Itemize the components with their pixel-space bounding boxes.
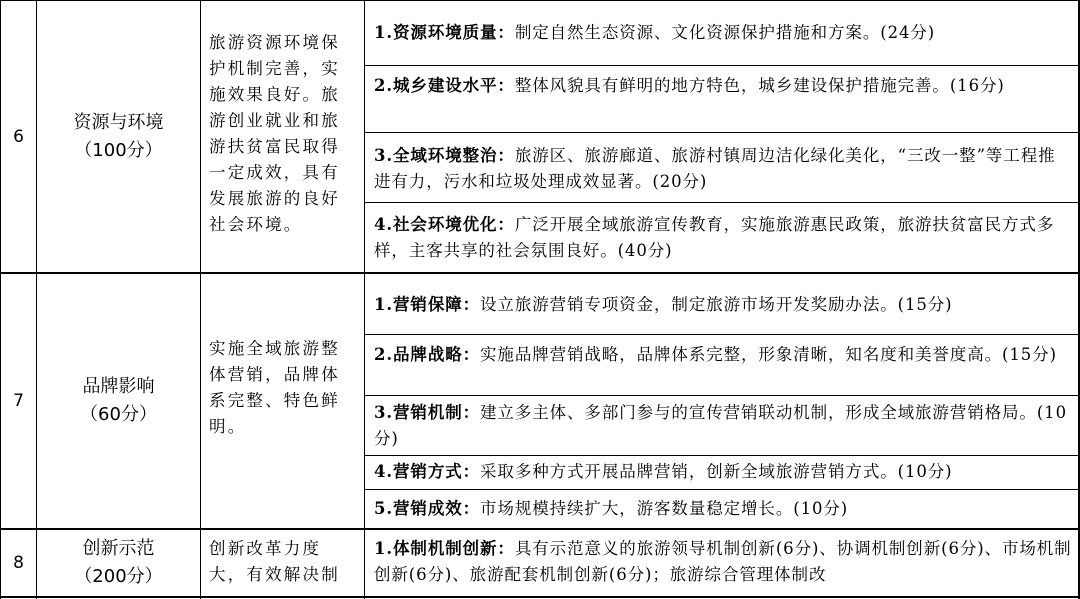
row-number (1, 1, 36, 272)
item-divider (364, 455, 1080, 456)
criteria-label: 2.城乡建设水平： (374, 76, 515, 95)
item-divider (364, 334, 1080, 335)
requirement-cell (201, 536, 364, 596)
category-name: 资源与环境 (73, 111, 164, 133)
criteria-label: 1.体制机制创新： (374, 539, 515, 558)
criteria-text: 旅游区、旅游廊道、旅游村镇周边洁化绿化美化，“三改一整”等工程推进有力，污水和垃圾处理成效显著。(20分) (374, 146, 1056, 191)
criteria-text: 具有示范意义的旅游领导机制创新(6分)、协调机制创新(6分)、市场机制创新(6分)、旅游配套机制创新(6分)；旅游综合管理体制改 (374, 539, 1072, 584)
item-divider (364, 132, 1080, 133)
criteria-item (365, 400, 1078, 455)
row-number (1, 530, 36, 596)
criteria-label: 3.全域环境整治： (374, 146, 515, 165)
criteria-item (365, 496, 1078, 528)
criteria-label: 1.营销保障： (374, 295, 481, 314)
criteria-text: 整体风貌具有鲜明的地方特色，城乡建设保护措施完善。(16分) (514, 76, 1005, 95)
requirement-text: 旅游资源环境保护机制完善，实施效果良好。旅游创业就业和旅游扶贫富民取得一定成效，具有发展旅游的良好社会环境。 (209, 33, 340, 234)
requirement-cell (201, 30, 364, 260)
item-divider (364, 489, 1080, 490)
row-number (1, 274, 36, 528)
criteria-item (365, 536, 1078, 596)
category-name: 品牌影响 (82, 376, 155, 397)
row-number-text: 6 (13, 126, 24, 147)
criteria-text: 设立旅游营销专项资金，制定旅游市场开发奖励办法。(15分) (480, 295, 953, 314)
criteria-text: 采取多种方式开展品牌营销，创新全域旅游营销方式。(10分) (480, 462, 953, 481)
criteria-text: 建立多主体、多部门参与的宣传营销联动机制，形成全域旅游营销格局。(10分) (374, 403, 1067, 448)
category-cell (37, 1, 200, 272)
item-divider (364, 395, 1080, 396)
table-border-bottom (0, 596, 1080, 598)
criteria-text: 实施品牌营销战略，品牌体系完整，形象清晰，知名度和美誉度高。(15分) (480, 345, 1057, 364)
row-number-text: 7 (13, 391, 24, 411)
criteria-label: 3.营销机制： (374, 403, 481, 422)
criteria-text: 市场规模持续扩大，游客数量稳定增长。(10分) (480, 499, 849, 518)
criteria-item (365, 73, 1078, 132)
category-name: 创新示范 (82, 538, 155, 559)
row-number-text: 8 (13, 553, 24, 573)
criteria-label: 4.社会环境优化： (374, 215, 515, 234)
category-score: （100分） (74, 139, 163, 161)
requirement-text: 创新改革力度大，有效解决制 (209, 539, 340, 584)
item-divider (364, 202, 1080, 203)
criteria-item (365, 20, 1078, 65)
criteria-text: 制定自然生态资源、文化资源保护措施和方案。(24分) (514, 23, 936, 42)
category-score: （200分） (74, 566, 163, 587)
requirement-text: 实施全域旅游整体营销，品牌体系完整、特色鲜明。 (209, 339, 340, 436)
criteria-label: 5.营销成效： (374, 499, 481, 518)
criteria-label: 2.品牌战略： (374, 345, 481, 364)
criteria-text: 广泛开展全域旅游宣传教育，实施旅游惠民政策，旅游扶贫富民方式多样，主客共享的社会氛围良好。(40分) (374, 215, 1055, 260)
criteria-label: 4.营销方式： (374, 462, 481, 481)
criteria-item (365, 292, 1078, 334)
category-cell (37, 274, 200, 528)
category-cell (37, 530, 200, 596)
item-divider (364, 65, 1080, 66)
category-score: （60分） (80, 404, 157, 425)
criteria-item (365, 143, 1078, 202)
criteria-item (365, 342, 1078, 395)
requirement-cell (201, 336, 364, 456)
criteria-label: 1.资源环境质量： (374, 23, 515, 42)
criteria-item (365, 212, 1078, 272)
criteria-item (365, 459, 1078, 489)
